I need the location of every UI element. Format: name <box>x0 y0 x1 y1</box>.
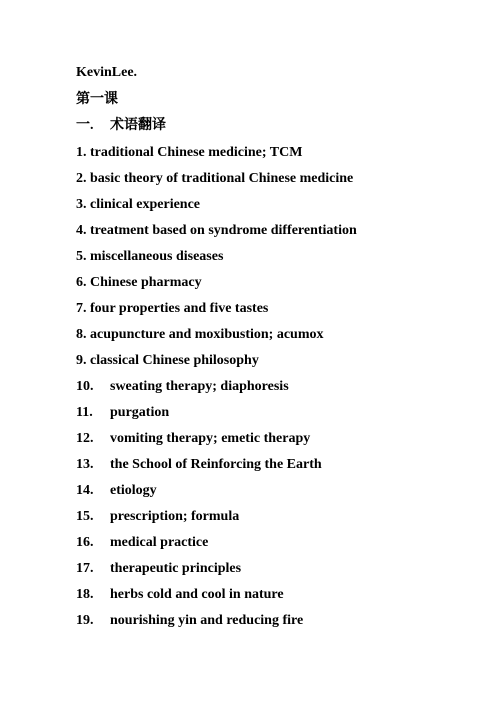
term-item <box>76 249 223 265</box>
term-item <box>76 613 303 629</box>
term-item <box>76 587 284 603</box>
term-number: 5. <box>76 249 87 264</box>
term-number: 18. <box>76 587 94 602</box>
term-text: vomiting therapy; emetic therapy <box>110 431 311 446</box>
term-item <box>76 223 357 239</box>
term-item <box>76 171 353 187</box>
term-item <box>76 301 268 317</box>
term-item <box>76 457 322 473</box>
section-title: 术语翻译 <box>110 118 166 133</box>
term-text: clinical experience <box>90 197 201 212</box>
term-item <box>76 197 200 213</box>
term-text: four properties and five tastes <box>90 301 269 316</box>
section-number: 一. <box>76 118 94 133</box>
term-number: 12. <box>76 431 94 446</box>
term-number: 17. <box>76 561 94 576</box>
term-number: 1. <box>76 145 87 160</box>
term-item <box>76 535 208 551</box>
term-text: medical practice <box>110 535 209 550</box>
term-item <box>76 353 259 369</box>
term-item <box>76 483 157 499</box>
term-text: miscellaneous diseases <box>90 249 224 264</box>
term-text: traditional Chinese medicine; TCM <box>90 145 303 160</box>
term-text: Chinese pharmacy <box>90 275 202 290</box>
term-text: prescription; formula <box>110 509 240 524</box>
term-text: sweating therapy; diaphoresis <box>110 379 289 394</box>
term-item <box>76 431 310 447</box>
term-text: the School of Reinforcing the Earth <box>110 457 322 472</box>
section-heading <box>76 118 166 134</box>
term-number: 14. <box>76 483 94 498</box>
term-text: herbs cold and cool in nature <box>110 587 284 602</box>
term-item <box>76 327 324 343</box>
term-item <box>76 561 241 577</box>
term-number: 13. <box>76 457 94 472</box>
term-number: 7. <box>76 301 87 316</box>
term-number: 15. <box>76 509 94 524</box>
term-number: 6. <box>76 275 87 290</box>
term-number: 2. <box>76 171 87 186</box>
term-number: 3. <box>76 197 87 212</box>
term-text: purgation <box>110 405 170 420</box>
term-item <box>76 405 169 421</box>
term-number: 10. <box>76 379 94 394</box>
term-text: basic theory of traditional Chinese medicine <box>90 171 354 186</box>
term-text: nourishing yin and reducing fire <box>110 613 304 628</box>
term-item <box>76 509 239 525</box>
term-text: acupuncture and moxibustion; acumox <box>90 327 324 342</box>
term-number: 9. <box>76 353 87 368</box>
author-name: KevinLee. <box>76 65 138 80</box>
term-text: treatment based on syndrome differentiation <box>90 223 357 238</box>
term-item <box>76 145 302 161</box>
term-number: 11. <box>76 405 93 420</box>
term-text: etiology <box>110 483 157 498</box>
term-text: therapeutic principles <box>110 561 242 576</box>
term-item <box>76 275 202 291</box>
term-number: 19. <box>76 613 94 628</box>
term-number: 4. <box>76 223 87 238</box>
lesson-title: 第一课 <box>76 92 118 107</box>
term-item <box>76 379 289 395</box>
term-number: 16. <box>76 535 94 550</box>
term-number: 8. <box>76 327 87 342</box>
term-text: classical Chinese philosophy <box>90 353 259 368</box>
